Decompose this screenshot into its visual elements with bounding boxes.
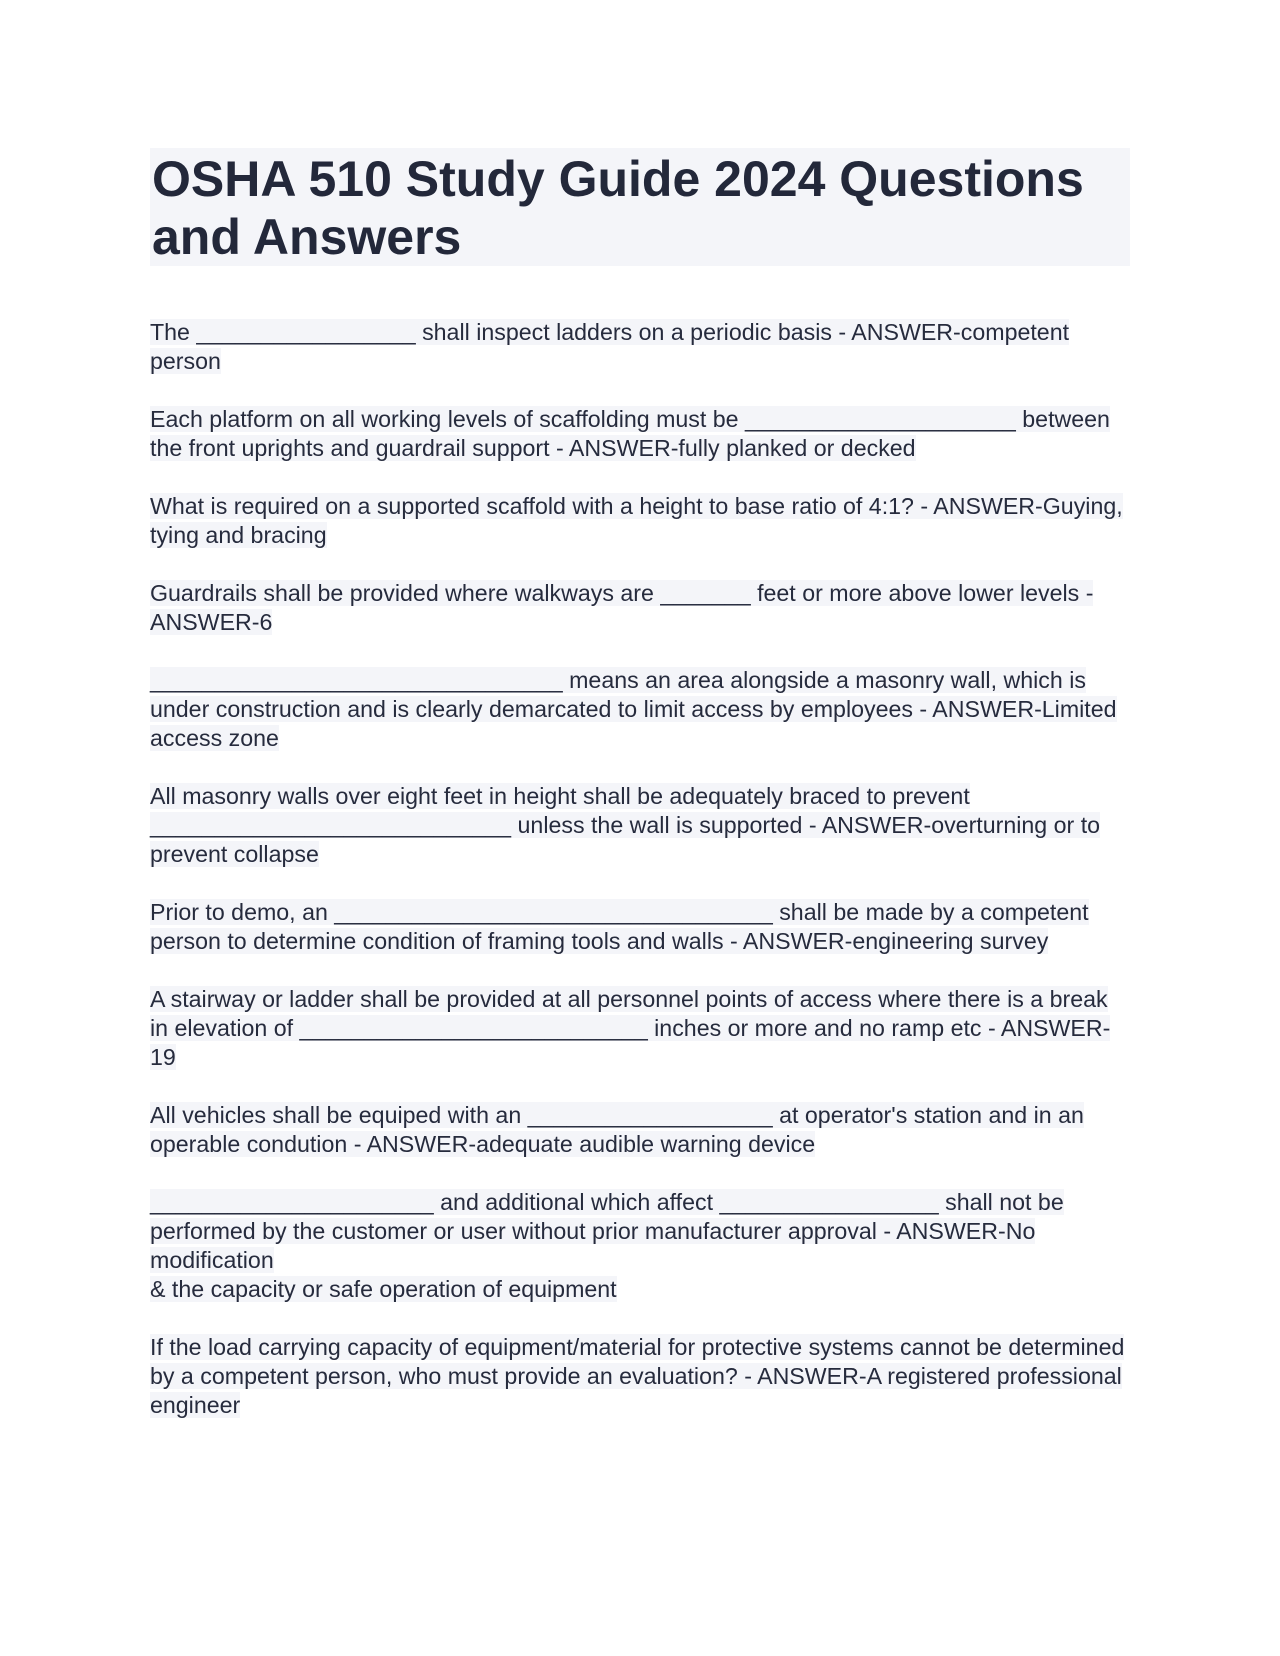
title-block — [150, 148, 1130, 266]
qa-item-2 — [150, 405, 1130, 463]
qa-item-text: Prior to demo, an __________________________________ shall be made by a competent person to determine condition of framing tools and walls - ANSWER-engineering survey — [150, 899, 1089, 954]
qa-item-11 — [150, 1333, 1130, 1420]
qa-item-text: A stairway or ladder shall be provided at all personnel points of access where there is a break in elevation of ___________________________ inches or more and no ramp etc - ANSWER-19 — [150, 986, 1111, 1070]
qa-list — [150, 318, 1130, 1420]
qa-item-text: All vehicles shall be equiped with an ___________________ at operator's station and in an operable condution - ANSWER-adequate audible warning device — [150, 1102, 1084, 1157]
qa-item-text: If the load carrying capacity of equipment/material for protective systems cannot be determined by a competent person, who must provide an evaluation? - ANSWER-A registered professional engineer — [150, 1334, 1125, 1418]
qa-item-3 — [150, 492, 1130, 550]
qa-item-text: ______________________ and additional which affect _________________ shall not be performed by the customer or user without prior manufacturer approval - ANSWER-No modification & the capacity or safe operation of equipment — [150, 1189, 1064, 1302]
qa-item-5 — [150, 666, 1130, 753]
qa-item-text: Guardrails shall be provided where walkways are _______ feet or more above lower levels - ANSWER-6 — [150, 580, 1094, 635]
qa-item-6 — [150, 782, 1130, 869]
qa-item-text: The _________________ shall inspect ladders on a periodic basis - ANSWER-competent person — [150, 319, 1070, 374]
qa-item-4 — [150, 579, 1130, 637]
qa-item-text: Each platform on all working levels of scaffolding must be _____________________ between the front uprights and guardrail support - ANSWER-fully planked or decked — [150, 406, 1110, 461]
qa-item-7 — [150, 898, 1130, 956]
qa-item-1 — [150, 318, 1130, 376]
qa-item-10 — [150, 1188, 1130, 1304]
qa-item-text: What is required on a supported scaffold with a height to base ratio of 4:1? - ANSWER-Guying, tying and bracing — [150, 493, 1123, 548]
document-page — [150, 148, 1130, 1449]
qa-item-8 — [150, 985, 1130, 1072]
qa-item-9 — [150, 1101, 1130, 1159]
qa-item-text: All masonry walls over eight feet in height shall be adequately braced to prevent ____________________________ unless the wall is supported - ANSWER-overturning or to prevent collapse — [150, 783, 1101, 867]
qa-item-text: ________________________________ means an area alongside a masonry wall, which is under construction and is clearly demarcated to limit access by employees - ANSWER-Limited access zone — [150, 667, 1117, 751]
document-title: OSHA 510 Study Guide 2024 Questions and Answers — [152, 151, 1084, 265]
